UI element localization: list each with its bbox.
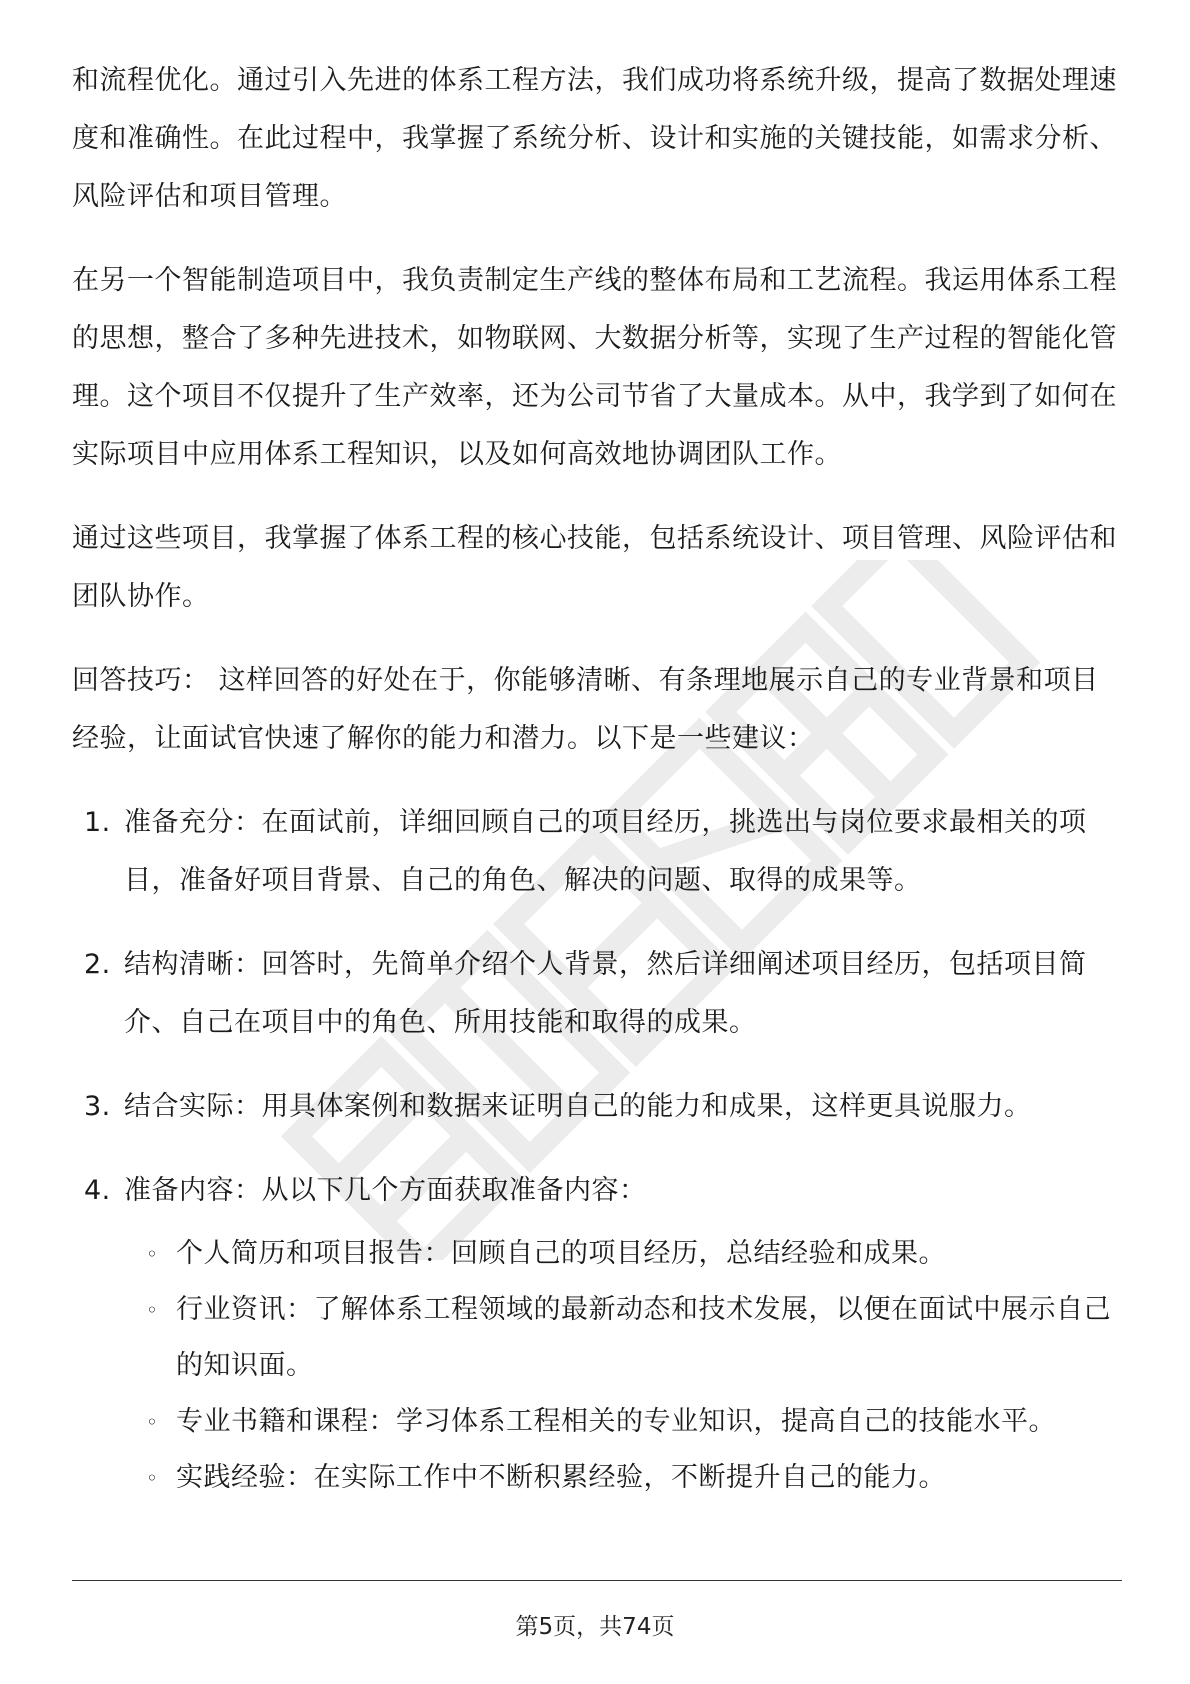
list-item [72,794,1122,910]
list-item-text: 准备充分：在面试前，详细回顾自己的项目经历，挑选出与岗位要求最相关的项目，准备好项目背景、自己的角色、解决的问题、取得的成果等。 [124,807,1087,896]
list-item [72,936,1122,1052]
list-number: 3. [84,1091,111,1122]
document-body [72,52,1122,1532]
list-number: 4. [84,1175,111,1206]
sublist-item [124,1450,1122,1506]
bullet-icon: ◦ [146,1410,159,1434]
sublist-item [124,1282,1122,1394]
sublist-item [124,1394,1122,1450]
sublist-item-text: 个人简历和项目报告：回顾自己的项目经历，总结经验和成果。 [176,1238,946,1269]
list-item-text: 准备内容：从以下几个方面获取准备内容： [124,1175,647,1206]
bullet-icon: ◦ [146,1242,159,1266]
page-number: 第5页，共74页 [515,1614,675,1640]
list-item-text: 结合实际：用具体案例和数据来证明自己的能力和成果，这样更具说服力。 [124,1091,1032,1122]
sublist-item-text: 行业资讯：了解体系工程领域的最新动态和技术发展，以便在面试中展示自己的知识面。 [176,1294,1111,1381]
list-number: 1. [84,807,111,838]
list-item [72,1078,1122,1136]
bullet-icon: ◦ [146,1466,159,1490]
sublist-item-text: 专业书籍和课程：学习体系工程相关的专业知识，提高自己的技能水平。 [176,1406,1056,1437]
numbered-list [72,794,1122,1506]
paragraph-2: 在另一个智能制造项目中，我负责制定生产线的整体布局和工艺流程。我运用体系工程的思想，整合了多种先进技术，如物联网、大数据分析等，实现了生产过程的智能化管理。这个项目不仅提升了生产效率，还为公司节省了大量成本。从中，我学到了如何在实际项目中应用体系工程知识，以及如何高效地协调团队工作。 [72,265,1117,470]
list-item [72,1162,1122,1506]
list-number: 2. [84,949,111,980]
bullet-icon: ◦ [146,1298,159,1322]
list-item-text: 结构清晰：回答时，先简单介绍个人背景，然后详细阐述项目经历，包括项目简介、自己在项目中的角色、所用技能和取得的成果。 [124,949,1087,1038]
sublist-item [124,1226,1122,1282]
footer-divider [72,1580,1122,1581]
paragraph-3: 通过这些项目，我掌握了体系工程的核心技能，包括系统设计、项目管理、风险评估和团队协作。 [72,523,1117,612]
sublist-item-text: 实践经验：在实际工作中不断积累经验，不断提升自己的能力。 [176,1462,946,1493]
paragraph-tips: 回答技巧： 这样回答的好处在于，你能够清晰、有条理地展示自己的专业背景和项目经验，让面试官快速了解你的能力和潜力。以下是一些建议： [72,665,1099,754]
bullet-sublist [124,1226,1122,1506]
paragraph-1: 和流程优化。通过引入先进的体系工程方法，我们成功将系统升级，提高了数据处理速度和准确性。在此过程中，我掌握了系统分析、设计和实施的关键技能，如需求分析、风险评估和项目管理。 [72,65,1117,212]
